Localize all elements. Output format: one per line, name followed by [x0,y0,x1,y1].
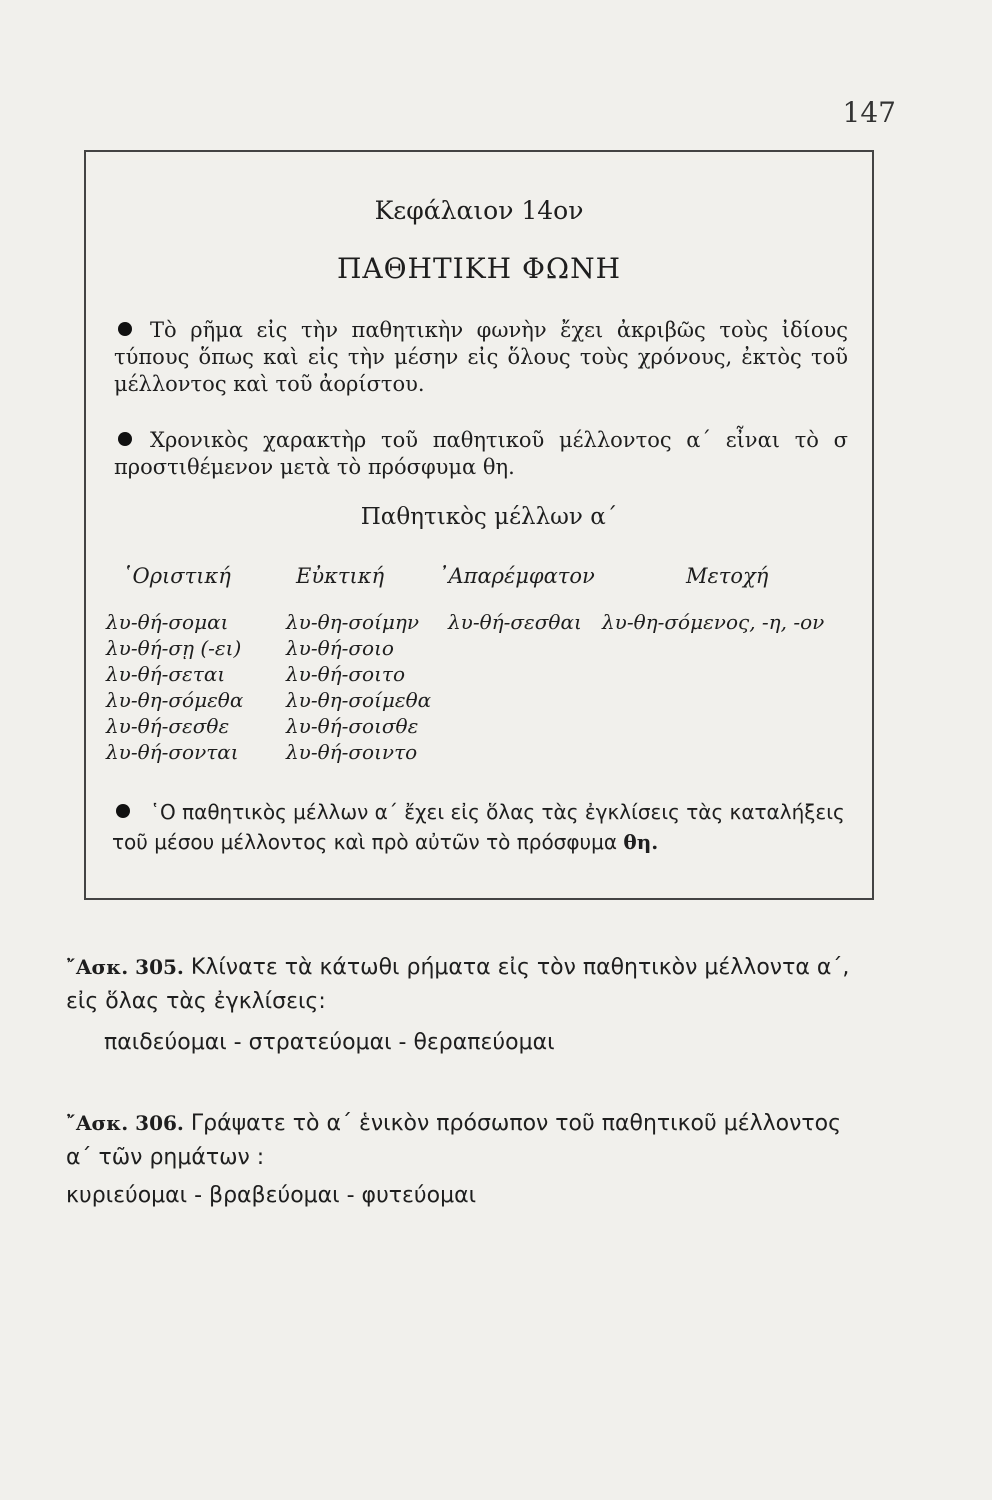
exercise-306-text: Γράψατε τὸ α΄ ἑνικὸν πρόσωπον τοῦ παθητικοῦ μέλλοντος α΄ τῶν ρημάτων : [66,1111,842,1170]
indicative-form-6: λυ-θή-σονται [106,740,239,764]
exercise-305-label: ῎Ασκ. 305. [66,955,184,979]
infinitive-form: λυ-θή-σεσθαι [448,610,582,634]
rule-paragraph-1 [114,317,848,398]
header-participle: Μετοχή [686,564,769,588]
bullet-icon [116,804,130,818]
indicative-form-5: λυ-θή-σεσθε [106,714,230,738]
header-indicative: ῾Οριστική [122,564,231,588]
participle-form: λυ-θη-σόμενος, -η, -ον [602,610,825,634]
rule-paragraph-2-text: Χρονικὸς χαρακτὴρ τοῦ παθητικοῦ μέλλοντος α΄ εἶναι τὸ σ προστιθέμενον μετὰ τὸ πρόσφυμα θη. [114,428,848,479]
optative-form-1: λυ-θη-σοίμην [286,610,420,634]
indicative-form-2: λυ-θή-σῃ (-ει) [106,636,242,660]
optative-form-6: λυ-θή-σοιντο [286,740,418,764]
exercise-305-text: Κλίνατε τὰ κάτωθι ρήματα εἰς τὸν παθητικὸν μέλλοντα α΄, εἰς ὅλας τὰς ἐγκλίσεις: [66,955,850,1014]
bullet-icon [118,322,132,336]
rule-paragraph-2 [114,427,848,481]
exercise-306-label: ῎Ασκ. 306. [66,1111,184,1135]
exercise-306 [66,1106,866,1175]
rule-box [84,150,874,900]
indicative-form-1: λυ-θή-σομαι [106,610,229,634]
optative-form-2: λυ-θή-σοιο [286,636,394,660]
chapter-heading: Κεφάλαιον 14ον [374,196,584,225]
optative-form-4: λυ-θη-σοίμεθα [286,688,432,712]
rule-paragraph-1-text: Τὸ ρῆμα εἰς τὴν παθητικὴν φωνὴν ἔχει ἀκριβῶς τοὺς ἰδίους τύπους ὅπως καὶ εἰς τὴν μέσην εἰς ὅλους τοὺς χρόνους, ἐκτὸς τοῦ μέλλοντος καὶ τοῦ ἀορίστου. [114,318,848,396]
exercise-305-words: παιδεύομαι - στρατεύομαι - θεραπεύομαι [104,1030,555,1055]
rule-paragraph-3 [112,797,848,857]
suffix-highlight: θη. [623,830,659,854]
indicative-form-3: λυ-θή-σεται [106,662,226,686]
optative-form-5: λυ-θή-σοισθε [286,714,419,738]
rule-paragraph-3-text: ῾Ο παθητικὸς μέλλων α΄ ἔχει εἰς ὅλας τὰς ἐγκλίσεις τὰς καταλήξεις τοῦ μέσου μέλλοντος καὶ πρὸ αὐτῶν τὸ πρόσφυμα [112,800,845,854]
exercise-306-words: κυριεύομαι - βραβεύομαι - φυτεύομαι [66,1183,477,1208]
indicative-form-4: λυ-θη-σόμεθα [106,688,244,712]
optative-form-3: λυ-θή-σοιτο [286,662,406,686]
header-infinitive: ᾿Απαρέμφατον [438,564,595,588]
exercise-305 [66,950,866,1019]
header-optative: Εὐκτική [296,564,385,588]
section-title: ΠΑΘΗΤΙΚΗ ΦΩΝΗ [336,252,622,285]
bullet-icon [118,432,132,446]
tense-title: Παθητικὸς μέλλων α΄ [360,504,618,530]
page-number: 147 [842,96,896,129]
